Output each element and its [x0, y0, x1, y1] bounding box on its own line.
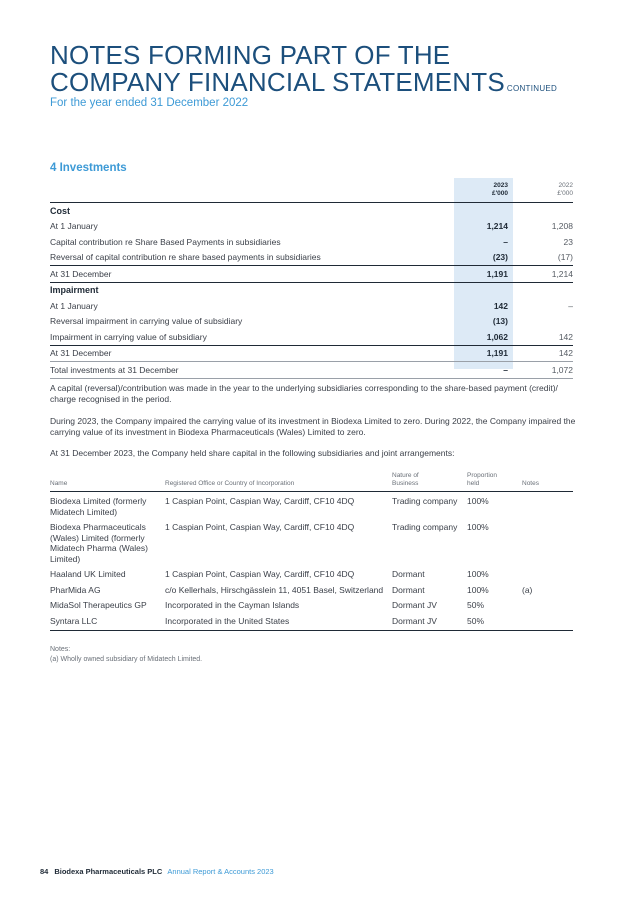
header-proportion: Proportion held [467, 472, 522, 492]
table-row: Syntara LLC Incorporated in the United States Dormant JV 50% [50, 613, 573, 631]
table-row: Capital contribution re Share Based Payments in subsidiaries – 23 [50, 236, 573, 247]
page-footer [40, 867, 274, 876]
paragraph-impairment: During 2023, the Company impaired the carrying value of its investment in Biodexa Limited to zero. During 2022, the Company impaired the carrying value of its investment in Biodexa Pharmaceuticals (Wales) Limited to zero. [50, 416, 576, 437]
table-row: PharMida AG c/o Kellerhals, Hirschgässlein 11, 4051 Basel, Switzerland Dormant 100% (a) [50, 584, 533, 595]
investments-header-row [50, 178, 573, 203]
impairment-total-row: At 31 December 1,191 142 [50, 345, 573, 362]
impairment-heading: Impairment [50, 282, 454, 298]
page-subtitle: For the year ended 31 December 2022 [50, 97, 249, 109]
title-line-2: COMPANY FINANCIAL STATEMENTS [50, 67, 505, 97]
col-2023-header: 2023 £'000 [491, 182, 508, 197]
table-row: Impairment in carrying value of subsidiary 1,062 142 [50, 331, 573, 342]
table-row: Reversal impairment in carrying value of subsidiary (13) [50, 316, 508, 327]
notes-label: Notes: [50, 646, 71, 653]
table-row: Biodexa Limited (formerly Midatech Limited) 1 Caspian Point, Caspian Way, Cardiff, CF10 4DQ Trading company 100% [50, 496, 489, 517]
table-row: Biodexa Pharmaceuticals (Wales) Limited (formerly Midatech Pharma (Wales) Limited) 1 Caspian Point, Caspian Way, Cardiff, CF10 4DQ Trading company 100% [50, 522, 489, 564]
impairment-heading-row [50, 282, 573, 298]
continued-tag: CONTINUED [506, 84, 558, 93]
page-number: 84 [40, 867, 49, 876]
paragraph-share-capital: At 31 December 2023, the Company held share capital in the following subsidiaries and joint arrangements: [50, 448, 455, 458]
header-notes: Notes [522, 472, 573, 492]
footer-company: Biodexa Pharmaceuticals PLC [54, 867, 163, 876]
header-name: Name [50, 472, 165, 492]
note-a: (a) Wholly owned subsidiary of Midatech Limited. [50, 656, 203, 663]
header-office: Registered Office or Country of Incorporation [165, 472, 392, 492]
subsidiaries-table [50, 472, 573, 631]
table-row: At 1 January 142 – [50, 300, 573, 311]
cost-total-row: At 31 December 1,191 1,214 [50, 266, 573, 283]
table-row: Reversal of capital contribution re share based payments in subsidiaries (23) (17) [50, 252, 573, 263]
investments-section-title: 4 Investments [50, 162, 127, 174]
footer-report-title: Annual Report & Accounts 2023 [167, 867, 274, 876]
title-line-1: NOTES FORMING PART OF THE [50, 40, 451, 70]
table-row: Haaland UK Limited 1 Caspian Point, Caspian Way, Cardiff, CF10 4DQ Dormant 100% [50, 569, 489, 579]
grand-total-row: Total investments at 31 December – 1,072 [50, 362, 573, 379]
paragraph-capital-contribution: A capital (reversal)/contribution was made in the year to the underlying subsidiaries corresponding to the share-based payment (credit)/ charge recognised in the period. [50, 383, 558, 404]
investments-table [50, 178, 573, 379]
col-2022-header: 2022 £'000 [557, 182, 573, 197]
subsidiaries-header-row [50, 472, 573, 492]
table-row: MidaSol Therapeutics GP Incorporated in the Cayman Islands Dormant JV 50% [50, 600, 485, 610]
header-nature: Nature of Business [392, 472, 467, 492]
page-title [50, 42, 557, 102]
cost-heading: Cost [50, 203, 454, 219]
table-row: At 1 January 1,214 1,208 [50, 221, 573, 232]
cost-heading-row [50, 203, 573, 219]
